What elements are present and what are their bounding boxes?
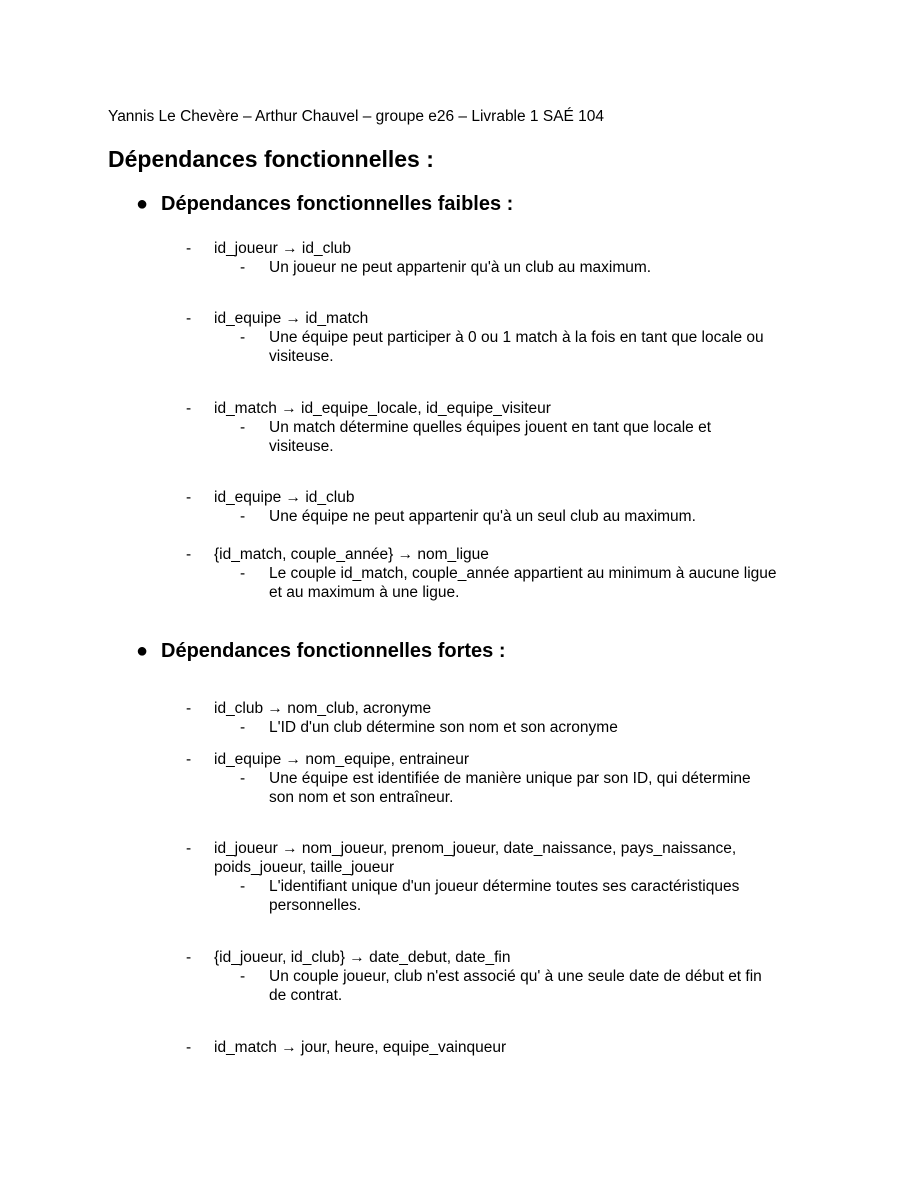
explanation-continuation: son nom et son entraîneur. <box>269 789 454 806</box>
explanation-text: Une équipe ne peut appartenir qu'à un seul club au maximum. <box>269 508 696 525</box>
dependency-explanation <box>240 328 764 347</box>
explanation-text: Un match détermine quelles équipes jouent en tant que locale et <box>269 419 712 436</box>
explanation-continuation: visiteuse. <box>269 348 334 365</box>
explanation-continuation: de contrat. <box>269 987 343 1004</box>
explanation-text: L'ID d'un club détermine son nom et son acronyme <box>269 719 618 736</box>
dependency-explanation <box>240 967 762 986</box>
bullet-icon: ● <box>136 193 149 215</box>
explanation-continuation: visiteuse. <box>269 438 334 455</box>
dependency-text: id_equipe → id_club <box>214 489 355 506</box>
document-header: Yannis Le Chevère – Arthur Chauvel – groupe e26 – Livrable 1 SAÉ 104 <box>108 108 605 125</box>
dash-marker: - <box>186 949 192 966</box>
dependency-text: {id_match, couple_année} → nom_ligue <box>214 546 489 563</box>
dash-marker: - <box>240 770 246 787</box>
dash-marker: - <box>240 508 246 525</box>
dependency-item <box>186 239 351 258</box>
bullet-icon: ● <box>136 640 149 662</box>
dash-marker: - <box>240 878 246 895</box>
section-heading-label: Dépendances fonctionnelles fortes : <box>161 640 506 662</box>
dependency-item <box>186 488 354 507</box>
section-heading-label: Dépendances fonctionnelles faibles : <box>161 193 514 215</box>
dependency-text: id_equipe → nom_equipe, entraineur <box>214 751 470 768</box>
page-title: Dépendances fonctionnelles : <box>108 146 434 172</box>
dash-marker: - <box>186 1039 192 1056</box>
explanation-text: Une équipe peut participer à 0 ou 1 match à la fois en tant que locale ou <box>269 329 764 346</box>
dash-marker: - <box>186 489 192 506</box>
dash-marker: - <box>186 840 192 857</box>
dependency-item <box>186 750 469 769</box>
dependency-item <box>186 1038 506 1057</box>
explanation-continuation: et au maximum à une ligue. <box>269 584 460 601</box>
explanation-text: L'identifiant unique d'un joueur détermine toutes ses caractéristiques <box>269 878 740 895</box>
dependency-explanation <box>240 258 651 277</box>
explanation-text: Une équipe est identifiée de manière unique par son ID, qui détermine <box>269 770 751 787</box>
dash-marker: - <box>240 565 246 582</box>
dash-marker: - <box>240 259 246 276</box>
explanation-text: Un couple joueur, club n'est associé qu' à une seule date de début et fin <box>269 968 762 985</box>
dependency-item <box>186 545 489 564</box>
dependency-text: id_equipe → id_match <box>214 310 369 327</box>
explanation-text: Le couple id_match, couple_année appartient au minimum à aucune ligue <box>269 565 777 582</box>
dependency-text: id_match → jour, heure, equipe_vainqueur <box>214 1039 507 1056</box>
dash-marker: - <box>186 400 192 417</box>
section-heading-strong <box>136 640 506 663</box>
dependency-continuation: poids_joueur, taille_joueur <box>214 859 395 876</box>
section-heading-weak <box>136 193 513 216</box>
explanation-text: Un joueur ne peut appartenir qu'à un club au maximum. <box>269 259 652 276</box>
dependency-item <box>186 699 431 718</box>
dependency-explanation <box>240 718 618 737</box>
dependency-explanation <box>240 564 777 583</box>
dependency-item <box>186 399 551 418</box>
explanation-continuation: personnelles. <box>269 897 362 914</box>
dependency-text: id_joueur → id_club <box>214 240 352 257</box>
dash-marker: - <box>186 546 192 563</box>
dependency-item <box>186 309 368 328</box>
dash-marker: - <box>186 310 192 327</box>
dependency-item <box>186 948 510 967</box>
dash-marker: - <box>186 700 192 717</box>
dash-marker: - <box>240 419 246 436</box>
dependency-text: id_joueur → nom_joueur, prenom_joueur, date_naissance, pays_naissance, <box>214 840 737 857</box>
dependency-text: id_club → nom_club, acronyme <box>214 700 432 717</box>
dash-marker: - <box>186 751 192 768</box>
dash-marker: - <box>240 719 246 736</box>
dependency-explanation <box>240 877 739 896</box>
dependency-explanation <box>240 769 751 788</box>
dash-marker: - <box>240 968 246 985</box>
dash-marker: - <box>186 240 192 257</box>
dependency-text: {id_joueur, id_club} → date_debut, date_fin <box>214 949 511 966</box>
dependency-text: id_match → id_equipe_locale, id_equipe_visiteur <box>214 400 551 417</box>
dash-marker: - <box>240 329 246 346</box>
dependency-explanation <box>240 507 696 526</box>
dependency-explanation <box>240 418 711 437</box>
dependency-item <box>186 839 736 858</box>
